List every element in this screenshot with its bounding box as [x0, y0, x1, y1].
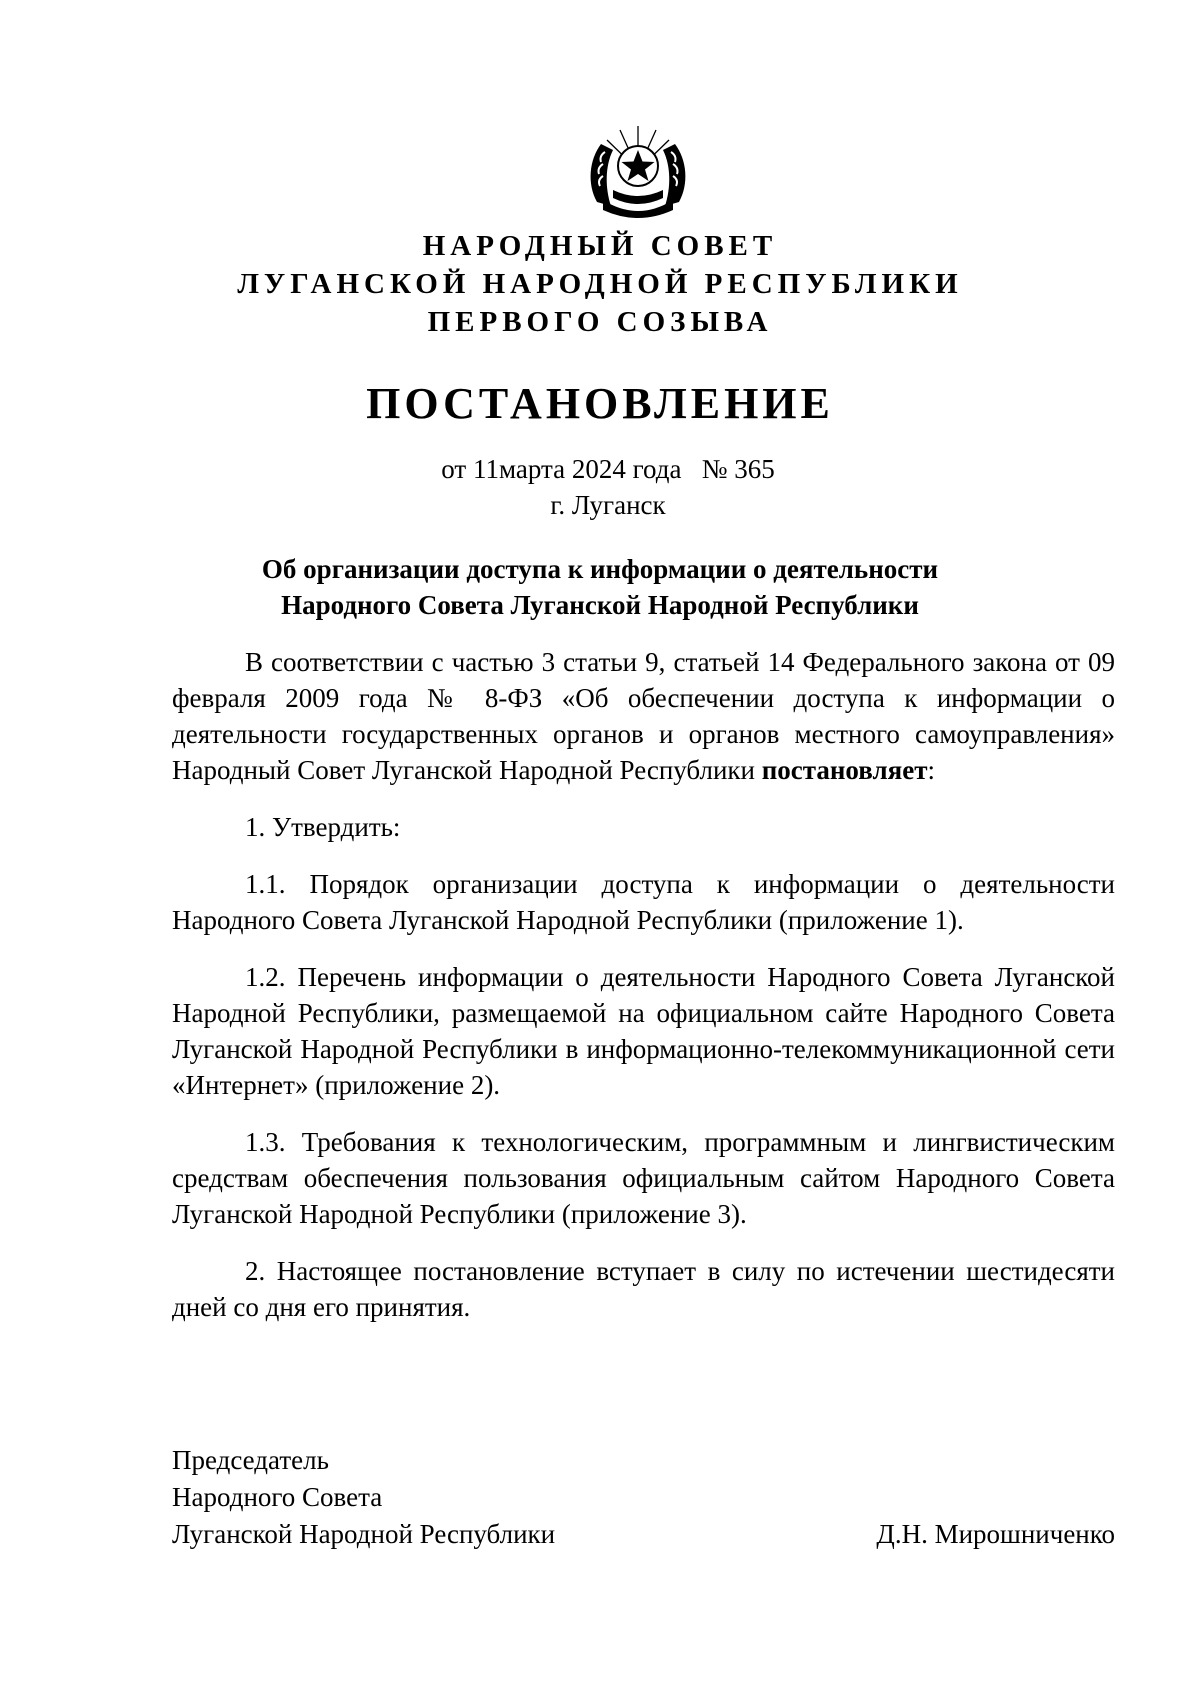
document-type-heading: ПОСТАНОВЛЕНИЕ: [366, 379, 834, 428]
organization-name-line-1: НАРОДНЫЙ СОВЕТ: [422, 230, 778, 262]
signatory-position-line-2: Народного Совета: [172, 1482, 383, 1512]
document-body: [172, 644, 1115, 1325]
signature-block: [172, 1442, 1115, 1553]
item-1-3: 1.3. Требования к технологическим, программным и лингвистическим средствам обеспечения пользования официальным сайтом Народного Совета Луганской Народной Республики (приложение 3).: [172, 1127, 1115, 1229]
signatory-position-line-1: Председатель: [172, 1445, 329, 1475]
preamble-end: :: [927, 755, 935, 785]
signatory-name: Д.Н. Мирошниченко: [876, 1519, 1115, 1549]
preamble-verb: постановляет: [761, 755, 928, 785]
document-title-line-2: Народного Совета Луганской Народной Республики: [281, 590, 919, 620]
city: г. Луганск: [550, 490, 666, 520]
date-and-number: от 11марта 2024 года № 365: [441, 454, 775, 484]
organization-name-line-2: ЛУГАНСКОЙ НАРОДНОЙ РЕСПУБЛИКИ: [237, 268, 963, 300]
preamble-paragraph: [172, 644, 1115, 788]
state-emblem-icon: [583, 122, 693, 222]
preamble-text: В соответствии с частью 3 статьи 9, статьей 14 Федерального закона от 09 февраля 2009 года № 8-ФЗ «Об обеспечении доступа к информации о деятельности государственных органов и органов местного самоуправления» Народный Совет Луганской Народной Республики: [172, 647, 1115, 785]
item-2: 2. Настоящее постановление вступает в силу по истечении шестидесяти дней со дня его принятия.: [172, 1256, 1115, 1322]
item-1: 1. Утвердить:: [245, 812, 401, 842]
document-title-line-1: Об организации доступа к информации о деятельности: [261, 554, 939, 584]
signatory-position-line-3: Луганской Народной Республики: [172, 1519, 556, 1549]
item-1-2: 1.2. Перечень информации о деятельности Народного Совета Луганской Народной Республики, размещаемой на официальном сайте Народного Совета Луганской Народной Республики в информационно-телекоммуникационной сети «Интернет» (приложение 2).: [172, 962, 1115, 1100]
convocation-line: ПЕРВОГО СОЗЫВА: [427, 306, 773, 338]
item-1-1: 1.1. Порядок организации доступа к информации о деятельности Народного Совета Луганской Народной Республики (приложение 1).: [172, 869, 1115, 935]
